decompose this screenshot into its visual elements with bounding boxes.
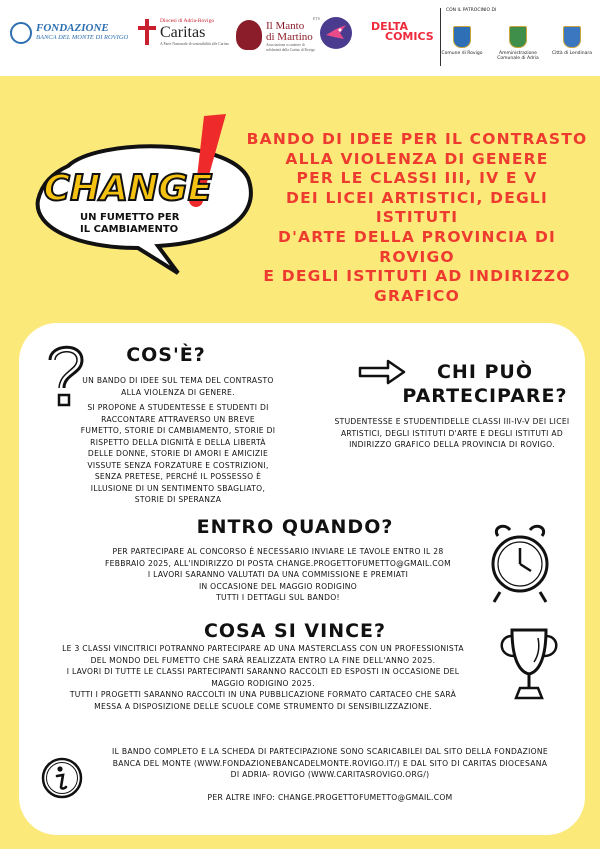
manto-name1: Il Manto xyxy=(266,20,305,32)
main-heading xyxy=(244,130,590,306)
speech-bubble-icon xyxy=(38,146,251,273)
info-body xyxy=(80,746,580,781)
manto-name2: di Martino xyxy=(266,31,313,43)
vince-body xyxy=(38,643,488,712)
vince-title: COSA SI VINCE? xyxy=(203,620,387,642)
entro-line: FEBBRAIO 2025, ALL'INDIRIZZO DI POSTA CHANGE.PROGETTOFUMETTO@GMAIL.COM xyxy=(104,558,452,568)
manto-logo xyxy=(236,16,320,53)
caritas-tagline: A Parte Nazionale di sostenibilità alle Caritas xyxy=(160,42,229,46)
info-icon xyxy=(40,756,84,800)
fondazione-logo xyxy=(10,22,128,44)
comics-word: COMICS xyxy=(385,30,434,43)
comune-rovigo-label: Comune di Rovigo xyxy=(441,51,483,56)
vince-line: TUTTI I PROGETTI SARANNO RACCOLTI IN UNA PUBBLICAZIONE FORMATO CARTACEO CHE SARÀ xyxy=(69,690,457,699)
chi-title xyxy=(400,360,570,408)
info-contact: PER ALTRE INFO: CHANGE.PROGETTOFUMETTO@GMAIL.COM xyxy=(207,793,453,802)
change-subtitle-1: UN FUMETTO PER xyxy=(80,212,180,223)
caritas-diocese: Diocesi di Adria-Rovigo xyxy=(160,18,215,24)
chi-body: STUDENTESSE E STUDENTIDELLE CLASSI III-IV-V DEI LICEI ARTISTICI, DEGLI ISTITUTI D'ARTE E DEGLI ISTITUTI AD INDIRIZZO GRAFICO DELLA PROVINCIA DI ROVIGO. xyxy=(334,417,570,449)
heading-line: PER LE CLASSI III, IV E V xyxy=(296,169,538,188)
heading-line: E DEGLI ISTITUTI AD INDIRIZZO xyxy=(263,267,571,286)
trophy-icon xyxy=(494,622,564,710)
vince-line: DEL MONDO DEL FUMETTO CHE SARÀ REALIZZATA ENTRO LA FINE DELL'ANNO 2025. xyxy=(90,655,436,665)
fondazione-subname: BANCA DEL MONTE DI ROVIGO xyxy=(36,34,129,41)
heading-line: DEI LICEI ARTISTICI, DEGLI ISTITUTI xyxy=(286,188,548,227)
heading-line: ALLA VIOLENZA DI GENERE xyxy=(285,149,549,168)
cose-title: COS'È? xyxy=(126,344,206,366)
info-line: IL BANDO COMPLETO E LA SCHEDA DI PARTECIPAZIONE SONO SCARICABILEI DAL SITO DELLA FONDAZIONE xyxy=(112,747,548,756)
entro-line: IN OCCASIONE DEL MAGGIO RODIGINO xyxy=(198,581,358,591)
vince-line: LE 3 CLASSI VINCITRICI POTRANNO PARTECIPARE AD UNA MASTERCLASS CON UN PROFESSIONISTA xyxy=(62,644,464,653)
entro-line: TUTTI I DETTAGLI SUL BANDO! xyxy=(216,593,340,602)
caritas-name: Caritas xyxy=(160,24,206,41)
change-title: CHANGE xyxy=(43,168,213,209)
manto-ets: ETS xyxy=(312,16,320,21)
heading-line: BANDO DI IDEE PER IL CONTRASTO xyxy=(246,130,588,148)
entro-line: PER PARTECIPARE AL CONCORSO È NECESSARIO INVIARE LE TAVOLE ENTRO IL 28 xyxy=(112,547,444,556)
vince-line: I LAVORI DI TUTTE LE CLASSI PARTECIPANTI SARANNO RACCOLTI ED ESPOSTI IN OCCASIONE DEL xyxy=(66,667,460,676)
fondazione-mark-icon xyxy=(10,22,32,44)
cose-intro: UN BANDO DI IDEE SUL TEMA DEL CONTRASTO ALLA VIOLENZA DI GENERE. xyxy=(82,376,274,397)
comune-rovigo xyxy=(440,26,484,56)
patrocinio-label: CON IL PATROCINIO DI xyxy=(446,8,497,13)
delta-comics-logo xyxy=(371,22,434,42)
comune-adria-label: Amministrazione Comunale di Adria xyxy=(497,51,539,61)
info-line: BANCA DEL MONTE (WWW.FONDAZIONEBANCADELMONTE.ROVIGO.IT/) E DAL SITO DI CARITAS DIOCESANA xyxy=(112,758,548,768)
vince-line: MESSA A DISPOSIZIONE DELLE SCUOLE COME STRUMENTO DI SENSIBILIZZAZIONE. xyxy=(94,701,432,711)
delta-word: DELTA xyxy=(371,20,408,33)
rovigo-shield-icon xyxy=(453,26,471,48)
cose-body: SI PROPONE A STUDENTESSE E STUDENTI DI RACCONTARE ATTRAVERSO UN BREVE FUMETTO, STORIE DI CAMBIAMENTO, STORIE DI RISPETTO DELLA DIGNITÀ E DELLA LIBERTÀ DELLE DONNE, STORIE DI AMORI E AMICIZIE VISSUTE SENZA FORZATURE E COSTRIZIONI, SENZA PRETESE, PERCHÉ IL POSSESSO È ILLUSIONE DI UN SENTIMENTO SBAGLIATO, STORIE DI SPERANZA xyxy=(80,403,276,504)
adria-shield-icon xyxy=(509,26,527,48)
comune-lendinara xyxy=(550,26,594,56)
manto-tagline: Associazione a carattere di solidarietà della Caritas di Rovigo xyxy=(266,43,316,52)
change-logo xyxy=(28,108,268,288)
chi-title-2: PARTECIPARE? xyxy=(402,385,568,407)
arrow-right-icon xyxy=(358,358,406,386)
entro-title: ENTRO QUANDO? xyxy=(196,516,394,538)
fondazione-name: FONDAZIONE xyxy=(36,22,109,34)
info-line: DI ADRIA- ROVIGO (WWW.CARITASROVIGO.ORG/) xyxy=(230,770,430,779)
entro-body xyxy=(78,546,478,604)
chi-title-1: CHI PUÒ xyxy=(436,361,534,383)
vince-line: MAGGIO RODIGINO 2025. xyxy=(211,678,315,688)
alarm-clock-icon xyxy=(484,522,556,606)
heading-line: GRAFICO xyxy=(374,286,460,305)
manto-emblem-icon xyxy=(236,20,262,50)
caritas-cross-icon xyxy=(138,19,156,45)
comune-lendinara-label: Città di Lendinara xyxy=(551,51,593,56)
comune-adria xyxy=(494,26,542,61)
heading-line: D'ARTE DELLA PROVINCIA DI ROVIGO xyxy=(278,227,556,266)
entro-line: I LAVORI SARANNO VALUTATI DA UNA COMMISSIONE E PREMIATI xyxy=(147,570,409,579)
change-subtitle-2: IL CAMBIAMENTO xyxy=(80,224,179,235)
lendinara-shield-icon xyxy=(563,26,581,48)
hummingbird-logo-icon xyxy=(318,15,354,51)
caritas-logo xyxy=(138,18,229,46)
